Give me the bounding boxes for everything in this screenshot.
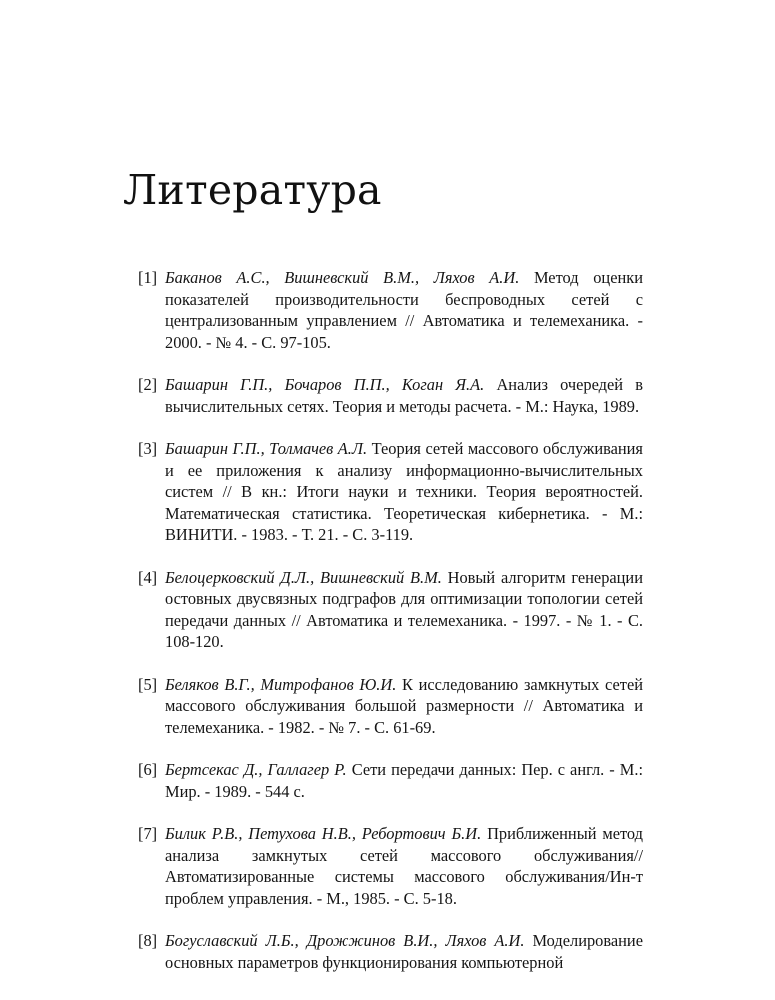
reference-item bbox=[138, 930, 643, 973]
chapter-title: Литература bbox=[123, 166, 382, 214]
reference-number: [8] bbox=[138, 931, 158, 950]
reference-list bbox=[138, 267, 643, 994]
reference-text: Метод оценки показателей производительности беспроводных сетей с централизованным управлением // Автоматика и телемеханика. - 2000. - № 4. - С. 97-105. bbox=[165, 268, 643, 352]
reference-authors: Богуславский Л.Б., Дрожжинов В.И., Ляхов А.И. bbox=[165, 931, 525, 950]
reference-item bbox=[138, 567, 643, 653]
reference-text: Новый алгоритм генерации остовных двусвязных подграфов для оптимизации топологии сетей передачи данных // Автоматика и телемеханика. - 1997. - № 1. - С. 108-120. bbox=[165, 567, 643, 651]
reference-item bbox=[138, 438, 643, 546]
reference-text: Сети передачи данных: Пер. с англ. - М.: Мир. - 1989. - 544 с. bbox=[165, 760, 644, 801]
reference-text: Моделирование основных параметров функционирования компьютерной bbox=[165, 931, 643, 972]
reference-number: [1] bbox=[138, 268, 158, 287]
reference-authors: Беляков В.Г., Митрофанов Ю.И. bbox=[165, 674, 397, 694]
reference-number: [3] bbox=[138, 439, 158, 458]
reference-item bbox=[138, 374, 643, 417]
reference-authors: Башарин Г.П., Бочаров П.П., Коган Я.А. bbox=[165, 375, 485, 394]
reference-authors: Башарин Г.П., Толмачев А.Л. bbox=[165, 439, 368, 458]
reference-authors: Белоцерковский Д.Л., Вишневский В.М. bbox=[165, 567, 442, 587]
reference-number: [6] bbox=[138, 760, 158, 779]
reference-number: [2] bbox=[138, 375, 158, 394]
reference-number: [7] bbox=[138, 824, 158, 843]
reference-authors: Билик Р.В., Петухова Н.В., Ребортович Б.И. bbox=[165, 824, 482, 843]
reference-item bbox=[138, 823, 643, 909]
reference-item bbox=[138, 267, 643, 353]
reference-text: Приближенный метод анализа замкнутых сетей массового обслуживания// Автоматизированные системы массового обслуживания/Ин-т проблем управления. - М., 1985. - С. 5-18. bbox=[165, 824, 643, 908]
reference-item bbox=[138, 759, 643, 802]
reference-text: Теория сетей массового обслуживания и ее приложения к анализу информационно-вычислительных систем // В кн.: Итоги науки и техники. Теория вероятностей. Математическая статистика. Теоретическая кибернетика. - М.: ВИНИТИ. - 1983. - Т. 21. - С. 3-119. bbox=[165, 439, 643, 544]
reference-number: [5] bbox=[138, 674, 158, 694]
reference-text: Анализ очередей в вычислительных сетях. Теория и методы расчета. - М.: Наука, 1989. bbox=[165, 375, 643, 416]
reference-authors: Баканов А.С., Вишневский В.М., Ляхов А.И. bbox=[165, 268, 520, 287]
reference-text: К исследованию замкнутых сетей массового обслуживания большой размерности // Автоматика и телемеханика. - 1982. - № 7. - С. 61-69. bbox=[165, 674, 643, 737]
reference-item bbox=[138, 674, 643, 739]
reference-authors: Бертсекас Д., Галлагер Р. bbox=[165, 760, 347, 779]
reference-number: [4] bbox=[138, 567, 158, 587]
